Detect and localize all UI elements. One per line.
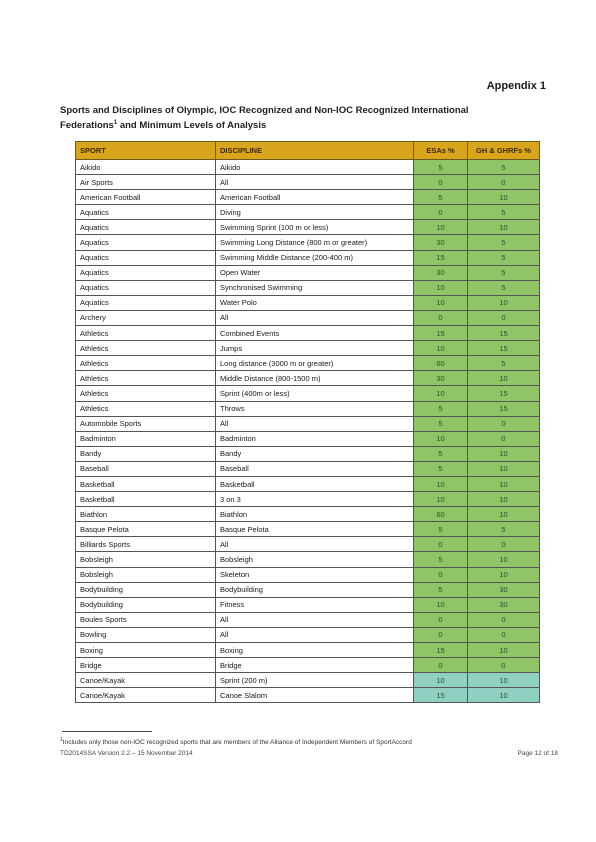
table-row <box>76 522 540 537</box>
cell-discipline: All <box>216 612 414 627</box>
cell-sport: Aquatics <box>76 250 216 265</box>
cell-sport: Baseball <box>76 461 216 476</box>
cell-gh-ghrfs: 15 <box>468 326 540 341</box>
cell-sport: Bridge <box>76 658 216 673</box>
cell-esas: 5 <box>414 160 468 175</box>
table-row <box>76 310 540 325</box>
table-row <box>76 582 540 597</box>
cell-gh-ghrfs: 10 <box>468 461 540 476</box>
cell-esas: 5 <box>414 446 468 461</box>
cell-gh-ghrfs: 30 <box>468 597 540 612</box>
table-row <box>76 220 540 235</box>
cell-esas: 0 <box>414 205 468 220</box>
cell-gh-ghrfs: 10 <box>468 492 540 507</box>
cell-esas: 0 <box>414 612 468 627</box>
title-footnote-marker: 1 <box>113 120 118 126</box>
cell-esas: 5 <box>414 416 468 431</box>
cell-discipline: All <box>216 627 414 642</box>
cell-sport: Basketball <box>76 476 216 491</box>
table-row <box>76 326 540 341</box>
cell-sport: Bandy <box>76 446 216 461</box>
table-row <box>76 386 540 401</box>
cell-gh-ghrfs: 15 <box>468 386 540 401</box>
cell-esas: 30 <box>414 235 468 250</box>
cell-sport: Aquatics <box>76 220 216 235</box>
cell-discipline: Biathlon <box>216 507 414 522</box>
cell-gh-ghrfs: 10 <box>468 371 540 386</box>
cell-discipline: All <box>216 537 414 552</box>
cell-esas: 0 <box>414 175 468 190</box>
cell-esas: 15 <box>414 250 468 265</box>
cell-sport: Boxing <box>76 643 216 658</box>
cell-gh-ghrfs: 10 <box>468 295 540 310</box>
cell-gh-ghrfs: 10 <box>468 688 540 703</box>
cell-sport: Bodybuilding <box>76 582 216 597</box>
cell-esas: 5 <box>414 522 468 537</box>
cell-gh-ghrfs: 15 <box>468 401 540 416</box>
cell-gh-ghrfs: 10 <box>468 673 540 688</box>
cell-esas: 5 <box>414 582 468 597</box>
cell-esas: 10 <box>414 492 468 507</box>
cell-gh-ghrfs: 5 <box>468 522 540 537</box>
table-row <box>76 567 540 582</box>
cell-gh-ghrfs: 10 <box>468 220 540 235</box>
cell-discipline: Swimming Middle Distance (200-400 m) <box>216 250 414 265</box>
table-row <box>76 446 540 461</box>
cell-esas: 30 <box>414 371 468 386</box>
cell-gh-ghrfs: 0 <box>468 537 540 552</box>
footer-version: TD2014SSA Version 2.2 – 15 November 2014 <box>60 750 193 757</box>
cell-sport: Billiards Sports <box>76 537 216 552</box>
cell-discipline: Diving <box>216 205 414 220</box>
table-row <box>76 356 540 371</box>
cell-sport: Canoe/Kayak <box>76 688 216 703</box>
cell-discipline: Skeleton <box>216 567 414 582</box>
cell-gh-ghrfs: 5 <box>468 250 540 265</box>
cell-discipline: Combined Events <box>216 326 414 341</box>
cell-esas: 15 <box>414 688 468 703</box>
cell-discipline: Bandy <box>216 446 414 461</box>
table-row <box>76 552 540 567</box>
cell-gh-ghrfs: 15 <box>468 341 540 356</box>
cell-discipline: Boxing <box>216 643 414 658</box>
cell-esas: 15 <box>414 326 468 341</box>
table-row <box>76 235 540 250</box>
cell-esas: 10 <box>414 673 468 688</box>
cell-gh-ghrfs: 10 <box>468 567 540 582</box>
cell-sport: Bodybuilding <box>76 597 216 612</box>
table-row <box>76 537 540 552</box>
cell-esas: 10 <box>414 597 468 612</box>
cell-esas: 10 <box>414 280 468 295</box>
cell-sport: Bowling <box>76 627 216 642</box>
table-row <box>76 416 540 431</box>
cell-discipline: Swimming Sprint (100 m or less) <box>216 220 414 235</box>
table-row <box>76 401 540 416</box>
cell-gh-ghrfs: 0 <box>468 431 540 446</box>
cell-gh-ghrfs: 30 <box>468 582 540 597</box>
table-row <box>76 175 540 190</box>
table-row <box>76 295 540 310</box>
cell-esas: 10 <box>414 386 468 401</box>
cell-discipline: Jumps <box>216 341 414 356</box>
cell-discipline: Basque Pelota <box>216 522 414 537</box>
cell-sport: Canoe/Kayak <box>76 673 216 688</box>
cell-sport: Basque Pelota <box>76 522 216 537</box>
cell-sport: Bobsleigh <box>76 552 216 567</box>
cell-sport: Air Sports <box>76 175 216 190</box>
footnote-divider <box>62 731 152 732</box>
cell-discipline: American Football <box>216 190 414 205</box>
table-row <box>76 507 540 522</box>
cell-sport: Badminton <box>76 431 216 446</box>
title-line-1: Sports and Disciplines of Olympic, IOC Recognized and Non-IOC Recognized International <box>60 105 469 116</box>
footnote-text: Includes only those non-IOC recognized sports that are members of the Alliance of Independent Members of SportAccord <box>62 739 412 747</box>
cell-sport: Athletics <box>76 326 216 341</box>
cell-sport: Aquatics <box>76 235 216 250</box>
table-row <box>76 492 540 507</box>
header-sport: SPORT <box>76 142 216 160</box>
cell-sport: Athletics <box>76 356 216 371</box>
cell-discipline: Sprint (200 m) <box>216 673 414 688</box>
cell-esas: 10 <box>414 341 468 356</box>
title-line-2-post: and Minimum Levels of Analysis <box>117 120 267 132</box>
cell-discipline: 3 on 3 <box>216 492 414 507</box>
cell-esas: 10 <box>414 431 468 446</box>
header-discipline: DISCIPLINE <box>216 142 414 160</box>
table-row <box>76 190 540 205</box>
footer-page-number: Page 12 of 18 <box>517 750 558 757</box>
table-row <box>76 431 540 446</box>
cell-discipline: Basketball <box>216 476 414 491</box>
cell-sport: Basketball <box>76 492 216 507</box>
cell-esas: 5 <box>414 190 468 205</box>
cell-gh-ghrfs: 5 <box>468 235 540 250</box>
cell-discipline: Fitness <box>216 597 414 612</box>
table-row <box>76 673 540 688</box>
cell-discipline: Middle Distance (800-1500 m) <box>216 371 414 386</box>
cell-sport: Archery <box>76 310 216 325</box>
cell-gh-ghrfs: 10 <box>468 446 540 461</box>
cell-gh-ghrfs: 5 <box>468 280 540 295</box>
cell-sport: Athletics <box>76 371 216 386</box>
cell-esas: 60 <box>414 507 468 522</box>
cell-sport: Aquatics <box>76 295 216 310</box>
cell-gh-ghrfs: 5 <box>468 160 540 175</box>
document-title <box>60 104 560 132</box>
cell-discipline: Throws <box>216 401 414 416</box>
table-row <box>76 627 540 642</box>
cell-esas: 0 <box>414 627 468 642</box>
cell-gh-ghrfs: 5 <box>468 356 540 371</box>
cell-gh-ghrfs: 0 <box>468 416 540 431</box>
cell-esas: 30 <box>414 265 468 280</box>
header-esas: ESAs % <box>414 142 468 160</box>
cell-gh-ghrfs: 0 <box>468 310 540 325</box>
cell-esas: 5 <box>414 552 468 567</box>
cell-gh-ghrfs: 0 <box>468 175 540 190</box>
table-row <box>76 371 540 386</box>
cell-gh-ghrfs: 10 <box>468 643 540 658</box>
footnote-marker: 1 <box>60 737 63 743</box>
sports-table <box>75 141 540 703</box>
title-line-2-pre: Federations <box>60 120 114 132</box>
cell-gh-ghrfs: 10 <box>468 190 540 205</box>
table-row <box>76 597 540 612</box>
cell-discipline: Bodybuilding <box>216 582 414 597</box>
table-row <box>76 265 540 280</box>
cell-discipline: All <box>216 416 414 431</box>
table-row <box>76 160 540 175</box>
cell-discipline: Swimming Long Distance (800 m or greater) <box>216 235 414 250</box>
cell-discipline: Water Polo <box>216 295 414 310</box>
cell-sport: Aquatics <box>76 205 216 220</box>
cell-discipline: Bridge <box>216 658 414 673</box>
cell-gh-ghrfs: 0 <box>468 658 540 673</box>
table-row <box>76 280 540 295</box>
cell-discipline: Bobsleigh <box>216 552 414 567</box>
cell-sport: Aquatics <box>76 265 216 280</box>
cell-discipline: Open Water <box>216 265 414 280</box>
cell-sport: Athletics <box>76 341 216 356</box>
cell-sport: Athletics <box>76 401 216 416</box>
cell-gh-ghrfs: 0 <box>468 627 540 642</box>
cell-discipline: Baseball <box>216 461 414 476</box>
cell-esas: 10 <box>414 220 468 235</box>
cell-esas: 10 <box>414 476 468 491</box>
appendix-label: Appendix 1 <box>486 80 546 92</box>
cell-discipline: Canoe Slalom <box>216 688 414 703</box>
cell-discipline: Long distance (3000 m or greater) <box>216 356 414 371</box>
table-row <box>76 643 540 658</box>
cell-sport: Bobsleigh <box>76 567 216 582</box>
cell-discipline: Aikido <box>216 160 414 175</box>
cell-esas: 5 <box>414 461 468 476</box>
cell-discipline: Synchronised Swimming <box>216 280 414 295</box>
cell-gh-ghrfs: 5 <box>468 205 540 220</box>
table-row <box>76 688 540 703</box>
cell-esas: 5 <box>414 401 468 416</box>
cell-sport: Biathlon <box>76 507 216 522</box>
cell-sport: Automobile Sports <box>76 416 216 431</box>
cell-sport: Athletics <box>76 386 216 401</box>
cell-esas: 0 <box>414 567 468 582</box>
header-gh-ghrfs: GH & GHRFs % <box>468 142 540 160</box>
table-row <box>76 341 540 356</box>
table-row <box>76 461 540 476</box>
cell-esas: 0 <box>414 658 468 673</box>
cell-discipline: Sprint (400m or less) <box>216 386 414 401</box>
cell-esas: 10 <box>414 295 468 310</box>
table-body <box>76 160 540 703</box>
cell-sport: American Football <box>76 190 216 205</box>
cell-esas: 15 <box>414 643 468 658</box>
cell-gh-ghrfs: 10 <box>468 507 540 522</box>
cell-esas: 0 <box>414 310 468 325</box>
cell-sport: Aquatics <box>76 280 216 295</box>
cell-discipline: All <box>216 175 414 190</box>
table-row <box>76 658 540 673</box>
table-row <box>76 476 540 491</box>
cell-discipline: All <box>216 310 414 325</box>
cell-esas: 60 <box>414 356 468 371</box>
footnote <box>60 737 560 746</box>
cell-sport: Boules Sports <box>76 612 216 627</box>
cell-gh-ghrfs: 5 <box>468 265 540 280</box>
cell-esas: 0 <box>414 537 468 552</box>
cell-discipline: Badminton <box>216 431 414 446</box>
table-row <box>76 250 540 265</box>
cell-gh-ghrfs: 10 <box>468 552 540 567</box>
cell-gh-ghrfs: 0 <box>468 612 540 627</box>
table-row <box>76 612 540 627</box>
table-header-row <box>76 142 540 160</box>
cell-gh-ghrfs: 10 <box>468 476 540 491</box>
table-row <box>76 205 540 220</box>
cell-sport: Aikido <box>76 160 216 175</box>
